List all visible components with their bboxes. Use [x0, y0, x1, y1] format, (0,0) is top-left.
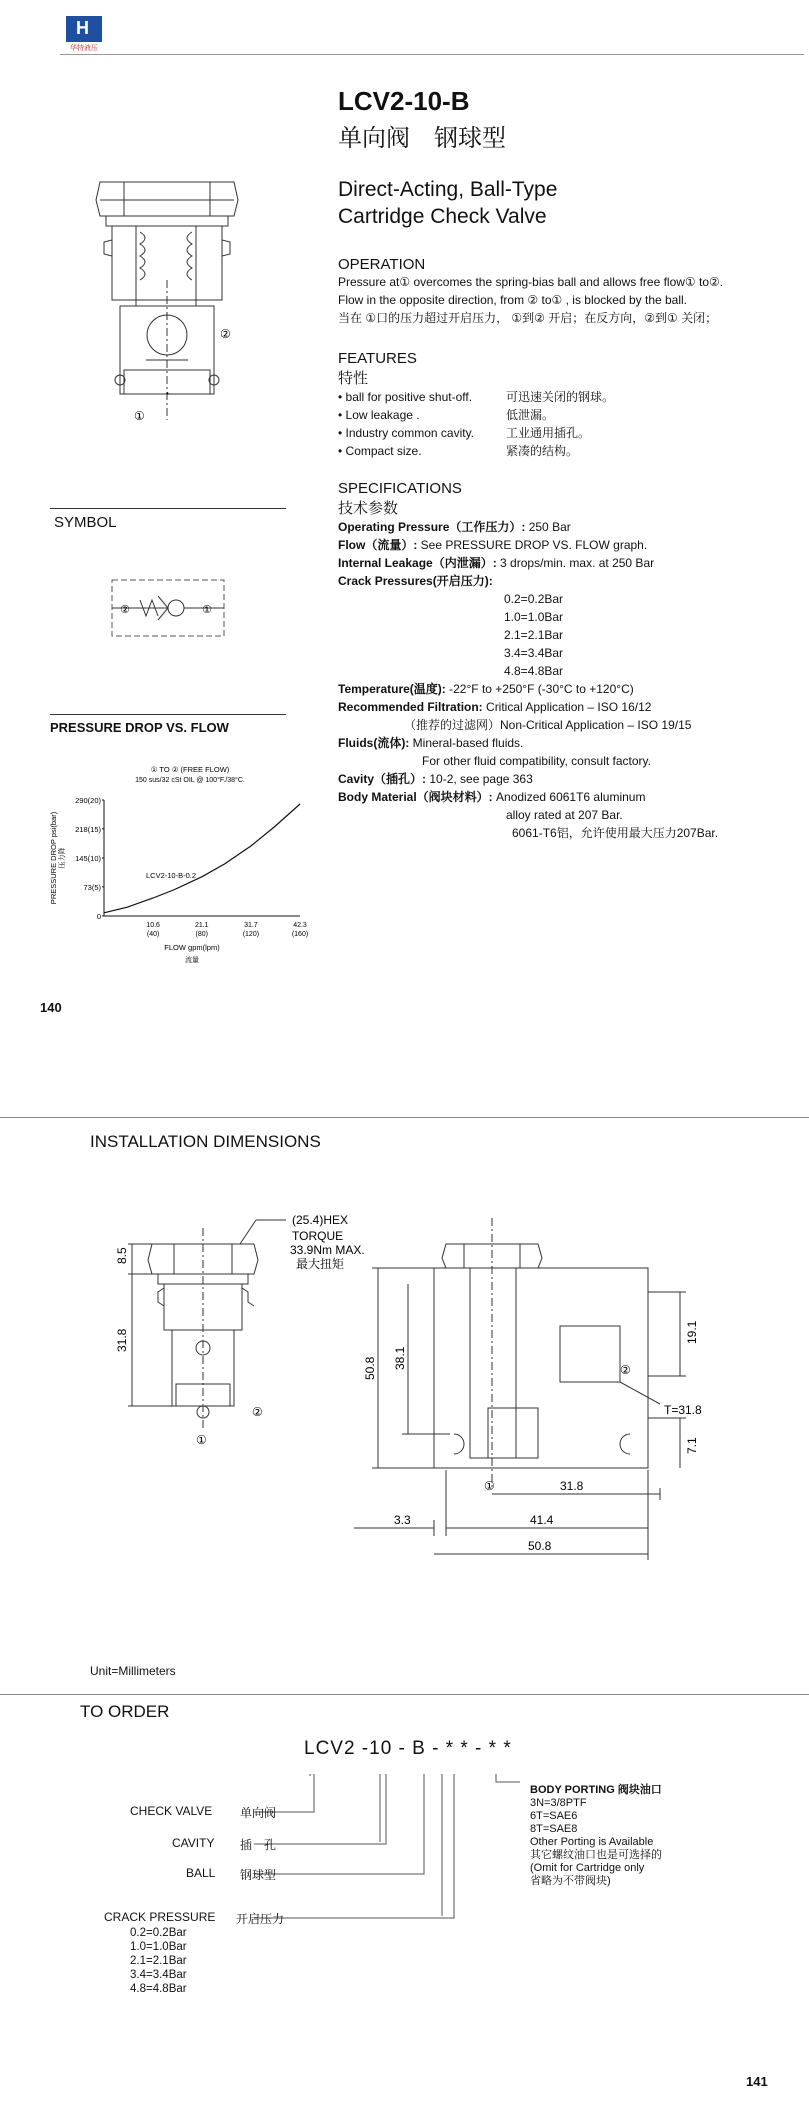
features-section: [338, 350, 798, 460]
order-check-valve-cn: 单向阀: [240, 1806, 277, 1820]
spec-body-material: Body Material（阀块材料）: Anodized 6061T6 aluminum: [338, 790, 646, 804]
check-valve-symbol: [110, 578, 230, 640]
order-body-porting: [530, 1784, 662, 1888]
page-number-left: 140: [40, 1000, 62, 1015]
crack-value: 1.0=1.0Bar: [504, 610, 564, 624]
symbol-heading: SYMBOL: [54, 514, 117, 531]
chart-title: ① TO ② (FREE FLOW): [150, 765, 230, 774]
operation-line-2: Flow in the opposite direction, from ② to① , is blocked by the ball.: [338, 293, 688, 307]
y-tick-label: 73(5): [83, 882, 101, 892]
symbol-port-2: ②: [120, 604, 130, 616]
order-crack-value: 0.2=0.2Bar: [130, 1927, 187, 1939]
x-tick-label: 42.3: [293, 922, 307, 929]
pressure-drop-heading: PRESSURE DROP VS. FLOW: [50, 720, 229, 735]
spec-cavity: Cavity（插孔）: 10-2, see page 363: [338, 772, 533, 786]
crack-value: 0.2=0.2Bar: [504, 592, 564, 606]
y-tick-label: 0: [96, 912, 101, 921]
series-line-lcv2-10-b-0-2: [104, 804, 300, 913]
porting-item: 省略为不带阀块): [530, 1875, 611, 1887]
order-crack-value: 1.0=1.0Bar: [130, 1941, 187, 1953]
specs-heading: SPECIFICATIONS: [338, 480, 462, 497]
porting-item: Other Porting is Available: [530, 1836, 654, 1848]
logo-mark: H: [66, 16, 102, 42]
unit-note: Unit=Millimeters: [90, 1664, 176, 1678]
spec-filtration-line-2: （推荐的过滤网）Non-Critical Application – ISO 19/15: [404, 718, 692, 732]
dim-50-8-vertical: 50.8: [363, 1356, 377, 1380]
order-crack-pressure: CRACK PRESSURE: [104, 1910, 216, 1924]
feature-item: • ball for positive shut-off. 可迅速关闭的钢球。: [338, 390, 615, 404]
y-axis-label-cn: 压力降: [59, 847, 66, 869]
order-crack-value: 4.8=4.8Bar: [130, 1983, 187, 1995]
order-crack-value: 2.1=2.1Bar: [130, 1955, 187, 1967]
porting-item: 3N=3/8PTF: [530, 1797, 587, 1809]
spec-flow: Flow（流量）: See PRESSURE DROP VS. FLOW graph.: [338, 538, 648, 552]
feature-item: • Low leakage . 低泄漏。: [338, 408, 555, 422]
torque-value: 33.9Nm MAX.: [290, 1243, 365, 1257]
torque-cn: 最大扭矩: [296, 1257, 345, 1271]
series-label: LCV2-10-B-0.2: [146, 871, 197, 880]
dim-3-3: 3.3: [394, 1513, 411, 1527]
torque-label: TORQUE: [292, 1229, 344, 1243]
x-axis-label-cn: 流量: [185, 957, 199, 964]
spec-fluids: Fluids(流体): Mineral-based fluids.: [338, 736, 524, 750]
symbol-port-1: ①: [202, 604, 212, 616]
spec-operating-pressure: Operating Pressure（工作压力）: 250 Bar: [338, 520, 571, 534]
order-crack-value: 3.4=3.4Bar: [130, 1969, 187, 1981]
dim-31-8-horizontal: 31.8: [560, 1479, 584, 1493]
spec-internal-leakage: Internal Leakage（内泄漏）: 3 drops/min. max. at 250 Bar: [338, 556, 655, 570]
order-divider: [0, 1694, 809, 1695]
crack-value: 3.4=3.4Bar: [504, 646, 564, 660]
x-tick-label: 10.6: [146, 922, 160, 929]
y-tick-label: 145(10): [75, 854, 101, 863]
spec-fluids-line-2: For other fluid compatibility, consult factory.: [422, 754, 651, 768]
body-port-1: ①: [484, 1479, 495, 1493]
x-tick-label: 21.1: [194, 922, 209, 929]
order-crack-values: [130, 1926, 187, 1996]
y-tick-label: 290(20): [75, 796, 101, 805]
y-tick-label: 218(15): [75, 824, 101, 834]
port-1-label: ①: [134, 409, 145, 423]
porting-item: 6T=SAE6: [530, 1810, 578, 1822]
dim-7-1: 7.1: [685, 1437, 699, 1454]
order-cavity-cn: 插 孔: [240, 1838, 277, 1852]
dim-41-4: 41.4: [530, 1513, 554, 1527]
features-heading-cn: 特性: [338, 370, 369, 387]
operation-line-1: Pressure at① overcomes the spring-bias ball and allows free flow① to②.: [338, 275, 724, 289]
top-rule: [60, 54, 804, 55]
chart-subtitle: 150 sus/32 cSt OIL @ 100°F./38°C.: [135, 777, 245, 784]
order-check-valve: CHECK VALVE: [130, 1804, 213, 1818]
spec-body-line-3: 6061-T6铝，允许使用最大压力207Bar.: [512, 826, 719, 840]
logo-text: 华特液压: [70, 45, 98, 52]
feature-item: • Industry common cavity. 工业通用插孔。: [338, 426, 591, 440]
dim-8-5: 8.5: [115, 1247, 129, 1264]
spec-temperature: Temperature(温度): -22°F to +250°F (-30°C to +120°C): [338, 682, 634, 696]
installation-dimensions-drawing: [100, 1208, 740, 1588]
product-name-cn: 单向阀 钢球型: [338, 125, 506, 152]
x-axis-label: FLOW gpm(lpm): [164, 943, 220, 952]
order-heading: TO ORDER: [80, 1702, 170, 1721]
feature-item: • Compact size. 紧凑的结构。: [338, 444, 579, 458]
order-crack-pressure-cn: 开启压力: [236, 1912, 285, 1926]
x-tick-label-lpm: (80): [195, 931, 208, 938]
x-tick-label: 31.7: [244, 922, 258, 929]
porting-item: 其它螺纹油口也是可选择的: [530, 1849, 662, 1861]
porting-item: (Omit for Cartridge only: [530, 1862, 645, 1874]
dim-38-1: 38.1: [393, 1346, 407, 1370]
dim-31-8-vertical: 31.8: [115, 1328, 129, 1352]
spec-filtration: Recommended Filtration: Critical Application – ISO 16/12: [338, 700, 652, 714]
crack-value: 4.8=4.8Bar: [504, 664, 564, 678]
page-number-right: 141: [746, 2074, 768, 2089]
dim-t: T=31.8: [664, 1403, 702, 1417]
installation-heading: INSTALLATION DIMENSIONS: [90, 1132, 321, 1151]
x-tick-label-lpm: (40): [146, 931, 160, 938]
y-axis-label: PRESSURE DROP psi(bar): [49, 811, 58, 905]
pressure-drop-chart: [44, 762, 314, 984]
operation-section: [338, 256, 798, 327]
order-cavity: CAVITY: [172, 1836, 215, 1850]
x-tick-label-lpm: (120): [242, 931, 260, 938]
porting-title: BODY PORTING 阀块油口: [530, 1784, 662, 1796]
order-ball-cn: 钢球型: [240, 1868, 277, 1882]
dim-19-1: 19.1: [685, 1320, 699, 1344]
port-2-label: ②: [220, 327, 231, 341]
x-tick-label-lpm: (160): [291, 931, 309, 938]
body-port-2: ②: [620, 1363, 631, 1377]
pressure-drop-rule: [50, 714, 286, 715]
features-heading: FEATURES: [338, 350, 417, 367]
brand-logo: [62, 16, 106, 50]
product-subtitle: Direct-Acting, Ball-Type Cartridge Check Valve: [338, 178, 558, 228]
valve-cross-section-drawing: [84, 170, 264, 430]
svg-text:•: •: [166, 389, 169, 398]
page-divider: [0, 1117, 809, 1118]
specifications-section: [338, 480, 808, 842]
porting-item: 8T=SAE8: [530, 1823, 578, 1835]
order-code: LCV2 -10 - B - * * - * *: [304, 1738, 512, 1759]
specs-heading-cn: 技术参数: [338, 500, 399, 517]
operation-heading: OPERATION: [338, 256, 426, 273]
operation-line-3: 当在 ①口的压力超过开启压力， ①到② 开启；在反方向，②到① 关闭；: [338, 311, 718, 325]
hex-dimension: (25.4)HEX: [292, 1213, 349, 1227]
product-code: LCV2-10-B: [338, 86, 470, 116]
crack-value: 2.1=2.1Bar: [504, 628, 564, 642]
spec-body-line-2: alloy rated at 207 Bar.: [506, 808, 623, 822]
symbol-rule: [50, 508, 286, 509]
cartridge-port-1: ①: [196, 1433, 207, 1447]
cartridge-port-2: ②: [252, 1405, 263, 1419]
dim-50-8-horizontal: 50.8: [528, 1539, 552, 1553]
order-ball: BALL: [186, 1866, 216, 1880]
spec-crack-pressures: Crack Pressures(开启压力):: [338, 574, 493, 588]
